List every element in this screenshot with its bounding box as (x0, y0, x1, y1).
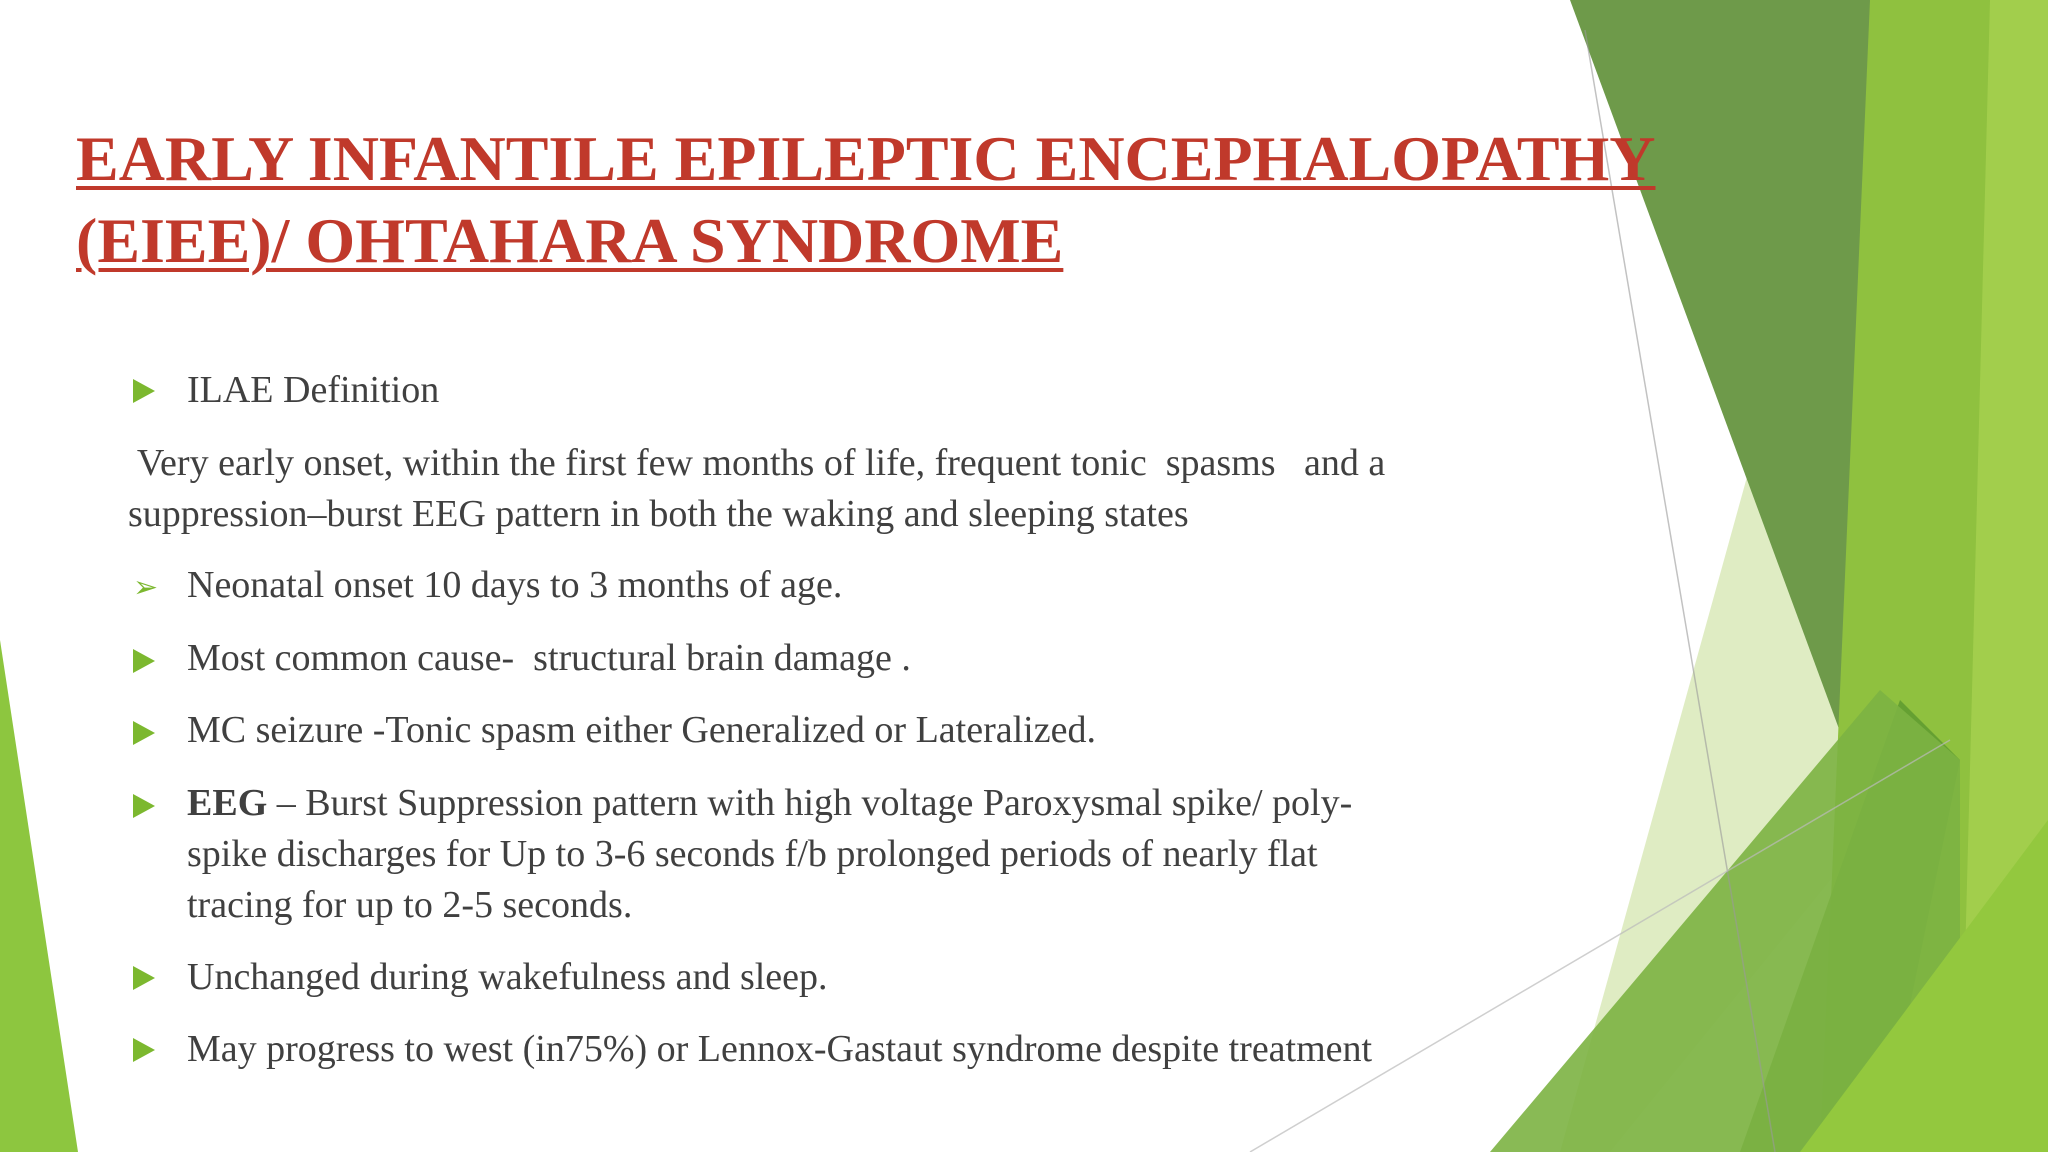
bullet-text: MC seizure -Tonic spasm either Generalized or Lateralized. (187, 709, 1096, 751)
bullet-text: May progress to west (in75%) or Lennox-Gastaut syndrome despite treatment (187, 1028, 1373, 1070)
bullet-text: Neonatal onset 10 days to 3 months of age. (187, 564, 843, 606)
bullet-text (187, 778, 1547, 829)
title-line-2: (EIEE)/ OHTAHARA SYNDROME (76, 205, 1064, 276)
eeg-line-1: – Burst Suppression pattern with high voltage Paroxysmal spike/ poly- (267, 782, 1353, 824)
definition-paragraph (128, 438, 1588, 540)
triangle-bullet-icon (133, 966, 155, 990)
bullet-text: Most common cause- structural brain damage . (187, 637, 911, 679)
arrow-bullet-icon: ➢ (133, 570, 159, 605)
eeg-label: EEG (187, 782, 268, 824)
triangle-bullet-icon (133, 379, 155, 403)
triangle-bullet-icon (133, 1038, 155, 1062)
eeg-line-3: tracing for up to 2-5 seconds. (187, 884, 633, 926)
triangle-bullet-icon (133, 649, 155, 673)
triangle-bullet-icon (133, 721, 155, 745)
eeg-line-2: spike discharges for Up to 3-6 seconds f/b prolonged periods of nearly flat (187, 833, 1318, 875)
title-line-1: EARLY INFANTILE EPILEPTIC ENCEPHALOPATHY (76, 123, 1656, 194)
definition-line-1: Very early onset, within the first few months of life, frequent tonic spasms and a (128, 442, 1386, 484)
definition-line-2: suppression–burst EEG pattern in both the waking and sleeping states (128, 493, 1189, 535)
triangle-bullet-icon (133, 794, 155, 818)
bullet-text: Unchanged during wakefulness and sleep. (187, 956, 828, 998)
bullet-text: ILAE Definition (187, 369, 440, 411)
